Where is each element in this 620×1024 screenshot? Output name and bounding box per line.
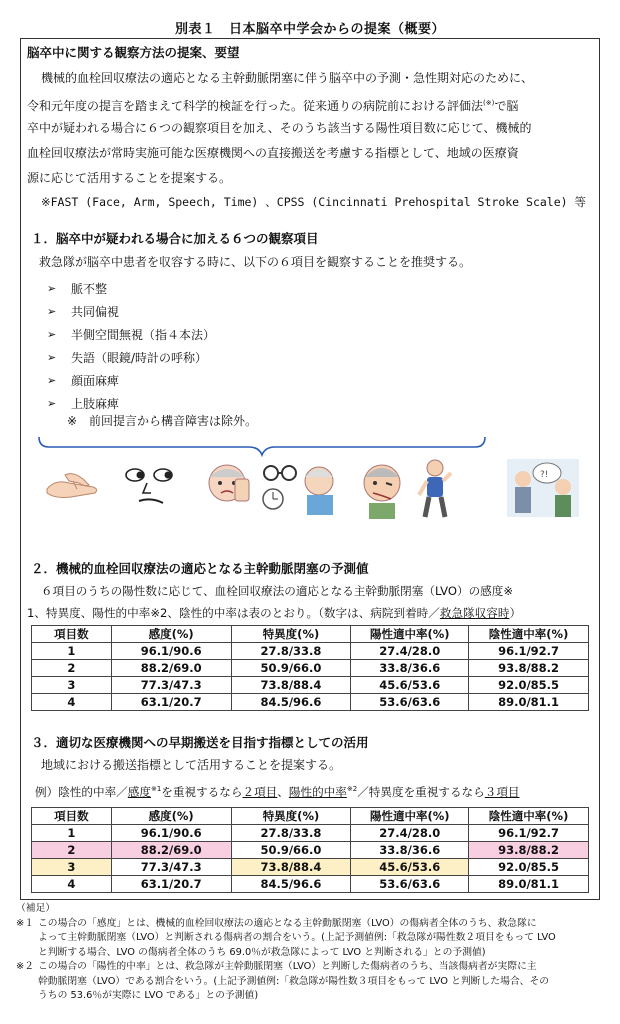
speech-disorder-illustration-icon: [507, 459, 579, 517]
irregular-pulse-illustration-icon: [43, 459, 103, 509]
section3-example: 例）陰性的中率／感度$^{※1}$を重視するなら２項目、陽性的中率$^{※2}$／特異度を重視するなら３項目: [35, 784, 520, 799]
intro-heading: 脳卒中に関する観察方法の提案、要望: [27, 45, 240, 60]
footnote-1: ※１ この場合の「感度」とは、機械的血栓回収療法の適応となる主幹動脈閉塞（LVO）の傷病者全体のうち、救急隊に よって主幹動脈閉塞（LVO）と判断される傷病者の割合をいう。(上記予測値例:「救急隊が陽性数２項目をもって LVO と判断する場合、LVO の傷病者全体のうち 69.0％が救急隊によって LVO と判断される」との予測値): [16, 917, 556, 958]
page-title: 別表１ 日本脳卒中学会からの提案（概要）: [174, 22, 445, 37]
svg-text:?!: ?!: [540, 470, 549, 480]
table-row: 2 88.2/69.0 50.9/66.0 33.8/36.6 93.8/88.2: [32, 660, 589, 677]
footnotes: [16, 902, 606, 1004]
proposal-frame: [20, 38, 600, 900]
intro-line-4: 血栓回収療法が常時実施可能な医療機関への直接搬送を考慮する指標として、地域の医療資: [27, 146, 519, 160]
facial-palsy-illustration-icon: [357, 459, 407, 519]
neglect-illustration-icon: [197, 459, 257, 515]
table-row: 1 96.1/90.6 27.8/33.8 27.4/28.0 96.1/92.7: [32, 643, 589, 660]
intro-line-3: 卒中が疑われる場合に６つの観察項目を加え、そのうち該当する陽性項目数に応じて、機械的: [27, 121, 532, 135]
section3-heading: ３．適切な医療機関への早期搬送を目指す指標としての活用: [31, 735, 369, 750]
table-header-row: [32, 808, 589, 825]
bullet-arrow-icon: ➢: [47, 397, 57, 410]
section1-note: ※ 前回提言から構音障害は除外。: [67, 414, 258, 428]
intro-line-5: 源に応じて活用することを提案する。: [27, 171, 232, 185]
highlighted-prediction-table: [31, 807, 589, 893]
column-header: 感度(%): [111, 808, 231, 825]
column-header: 項目数: [32, 808, 112, 825]
arm-paralysis-illustration-icon: [415, 459, 455, 519]
column-header: 陰性適中率(%): [469, 808, 589, 825]
list-item: ➢ 脈不整: [47, 282, 108, 296]
table-row-highlight-pink: 2 88.2/69.0 50.9/66.0 33.8/36.6 93.8/88.2: [32, 842, 589, 859]
list-item: ➢ 上肢麻痺: [47, 397, 120, 411]
footnotes-heading: （補足）: [16, 903, 56, 914]
table-row: 4 63.1/20.7 84.5/96.6 53.6/63.6 89.0/81.1: [32, 694, 589, 711]
table-row: 3 77.3/47.3 73.8/88.4 45.6/53.6 92.0/85.5: [32, 677, 589, 694]
section2-line-1: ６項目のうちの陽性数に応じて、血栓回収療法の適応となる主幹動脈閉塞（LVO）の感度※: [41, 584, 514, 598]
section2-line-2: 1、特異度、陽性的中率※2、陰性的中率は表のとおり。（数字は、病院到着時／救急隊収容時）: [27, 606, 522, 620]
section1-lead: 救急隊が脳卒中患者を収容する時に、以下の６項目を観察することを推奨する。: [39, 255, 472, 269]
table-row: 1 96.1/90.6 27.8/33.8 27.4/28.0 96.1/92.7: [32, 825, 589, 842]
column-header: 陰性適中率(%): [469, 626, 589, 643]
column-header: 感度(%): [111, 626, 231, 643]
intro-line-1: 機械的血栓回収療法の適応となる主幹動脈閉塞に伴う脳卒中の予測・急性期対応のために、: [41, 71, 534, 85]
section2-heading: ２．機械的血栓回収療法の適応となる主幹動脈閉塞の予測値: [31, 561, 369, 576]
observation-items: [47, 277, 215, 415]
aphasia-naming-illustration-icon: [257, 459, 347, 515]
intro-note: ※FAST (Face, Arm, Speech, Time) 、CPSS (Cincinnati Prehospital Stroke Scale) 等: [41, 195, 586, 209]
column-header: 特異度(%): [231, 808, 351, 825]
intro-line-2: 令和元年度の提言を踏まえて科学的検証を行った。従来通りの病院前における評価法(※)で脳: [27, 99, 519, 113]
eye-deviation-illustration-icon: [119, 459, 189, 509]
list-item: ➢ 失語（眼鏡/時計の呼称）: [47, 351, 208, 365]
bullet-arrow-icon: ➢: [47, 328, 57, 341]
list-item: ➢ 顔面麻痺: [47, 374, 120, 388]
column-header: 項目数: [32, 626, 112, 643]
section3-lead: 地域における搬送指標として活用することを提案する。: [41, 758, 342, 772]
column-header: 特異度(%): [231, 626, 351, 643]
bullet-arrow-icon: ➢: [47, 351, 57, 364]
list-item: ➢ 共同偏視: [47, 305, 120, 319]
bullet-arrow-icon: ➢: [47, 282, 57, 295]
brace-icon: [37, 435, 487, 457]
column-header: 陽性適中率(%): [351, 808, 469, 825]
list-item: ➢ 半側空間無視（指４本法）: [47, 328, 216, 342]
table-row: 4 63.1/20.7 84.5/96.6 53.6/63.6 89.0/81.1: [32, 876, 589, 893]
footnote-2: ※２ この場合の「陽性的中率」とは、救急隊が主幹動脈閉塞（LVO）と判断した傷病者のうち、当該傷病者が実際に主 幹動脈閉塞（LVO）である割合をいう。(上記予測値例:「救急隊が陽性数３項目をもって LVO と判断した場合、その うちの 53.6％が実際に LVO である」との予測値): [16, 961, 550, 1001]
bullet-arrow-icon: ➢: [47, 305, 57, 318]
column-header: 陽性適中率(%): [351, 626, 469, 643]
table-row-highlight-yellow: 3 77.3/47.3 73.8/88.4 45.6/53.6 92.0/85.5: [32, 859, 589, 876]
section1-heading: １．脳卒中が疑われる場合に加える６つの観察項目: [31, 231, 319, 246]
table-header-row: [32, 626, 589, 643]
prediction-table: [31, 625, 589, 711]
bullet-arrow-icon: ➢: [47, 374, 57, 387]
